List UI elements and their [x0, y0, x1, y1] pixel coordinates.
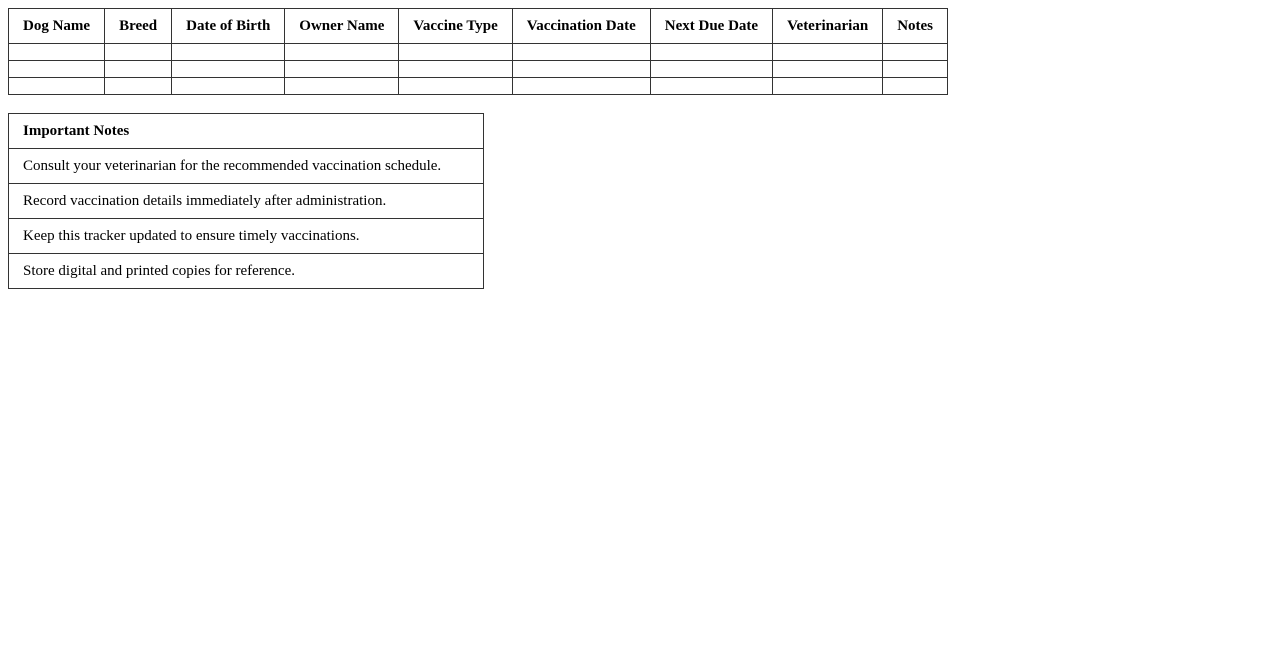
table-row [9, 61, 948, 78]
notes-row [9, 184, 484, 219]
table-cell [399, 78, 512, 95]
column-header-owner-name: Owner Name [285, 9, 399, 44]
note-item: Store digital and printed copies for reference. [9, 254, 484, 289]
table-cell [285, 61, 399, 78]
table-cell [285, 78, 399, 95]
table-cell [172, 78, 285, 95]
table-cell [399, 44, 512, 61]
table-cell [773, 61, 883, 78]
table-cell [512, 44, 650, 61]
column-header-breed: Breed [105, 9, 172, 44]
table-cell [285, 44, 399, 61]
important-notes-table [8, 113, 484, 289]
notes-row [9, 219, 484, 254]
table-cell [883, 78, 948, 95]
table-cell [105, 78, 172, 95]
table-cell [172, 44, 285, 61]
column-header-dog-name: Dog Name [9, 9, 105, 44]
table-cell [773, 78, 883, 95]
table-row [9, 78, 948, 95]
table-cell [105, 61, 172, 78]
table-cell [512, 61, 650, 78]
table-cell [650, 44, 772, 61]
table-cell [9, 44, 105, 61]
table-cell [773, 44, 883, 61]
column-header-veterinarian: Veterinarian [773, 9, 883, 44]
table-cell [883, 61, 948, 78]
column-header-notes: Notes [883, 9, 948, 44]
table-cell [9, 78, 105, 95]
column-header-next-due-date: Next Due Date [650, 9, 772, 44]
table-header-row [9, 9, 948, 44]
table-cell [399, 61, 512, 78]
column-header-vaccine-type: Vaccine Type [399, 9, 512, 44]
notes-heading: Important Notes [9, 114, 484, 149]
vaccination-tracker-table [8, 8, 948, 95]
table-cell [650, 78, 772, 95]
notes-row [9, 149, 484, 184]
notes-row [9, 254, 484, 289]
column-header-date-of-birth: Date of Birth [172, 9, 285, 44]
table-cell [172, 61, 285, 78]
note-item: Keep this tracker updated to ensure timely vaccinations. [9, 219, 484, 254]
note-item: Record vaccination details immediately after administration. [9, 184, 484, 219]
column-header-vaccination-date: Vaccination Date [512, 9, 650, 44]
table-cell [883, 44, 948, 61]
note-item: Consult your veterinarian for the recommended vaccination schedule. [9, 149, 484, 184]
table-cell [512, 78, 650, 95]
notes-header-row [9, 114, 484, 149]
table-cell [9, 61, 105, 78]
table-cell [650, 61, 772, 78]
table-row [9, 44, 948, 61]
table-cell [105, 44, 172, 61]
